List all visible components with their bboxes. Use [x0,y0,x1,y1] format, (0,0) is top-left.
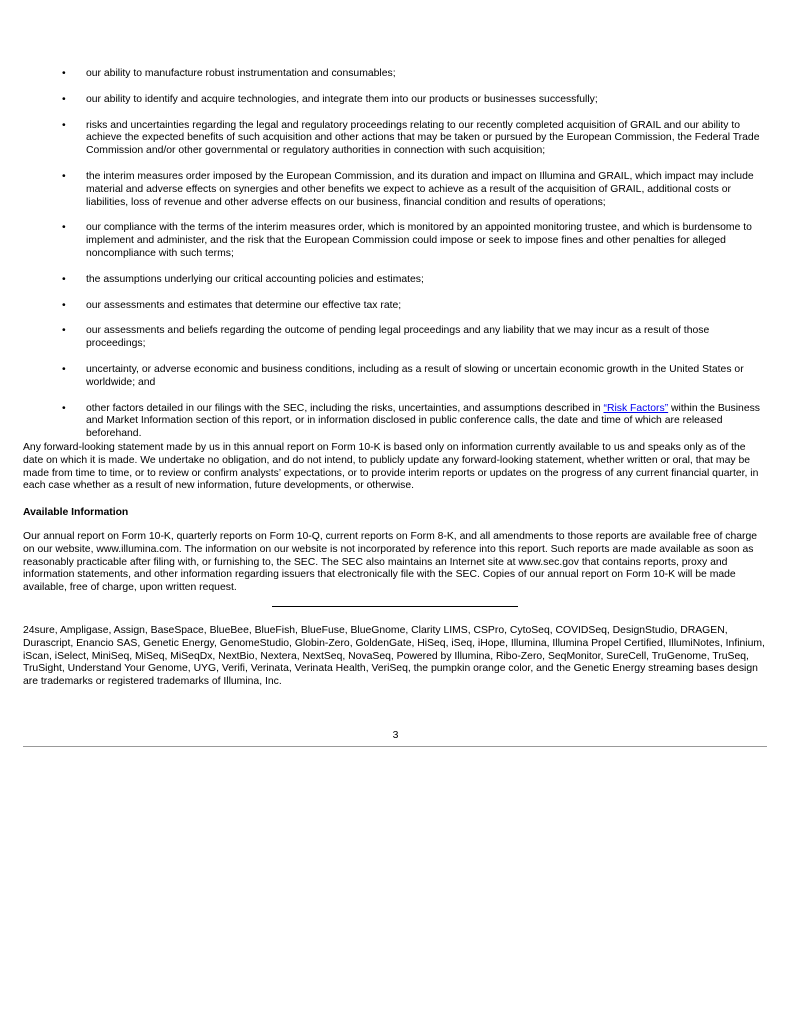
bullet-dot: • [62,170,66,182]
bullet-text-after-link: within the Business and Market Information section of this report, or in information disclosed in public conference calls, the date and time of which are released beforehand. [86,402,760,440]
list-item [0,222,791,260]
bullet-text: the assumptions underlying our critical accounting policies and estimates; [86,273,424,285]
bullet-dot: • [62,119,66,131]
list-item [0,94,791,107]
bullet-dot: • [62,402,66,414]
risk-bullet-list [0,68,791,454]
page-footer-divider [23,746,767,747]
list-item [0,300,791,313]
bullet-text: risks and uncertainties regarding the legal and regulatory proceedings relating to our recently completed acquisition of GRAIL and our ability to achieve the expected benefits of such acquisition and other actions that may be taken or pursued by the European Commission, the Federal Trade Commission and/or other governmental or regulatory authorities in connection with such acquisition; [86,119,760,157]
bullet-dot: • [62,273,66,285]
bullet-dot: • [62,363,66,375]
list-item [0,403,791,441]
bullet-dot: • [62,93,66,105]
available-information-body: Our annual report on Form 10-K, quarterly reports on Form 10-Q, current reports on Form 8-K, and all amendments to those reports are available free of charge on our website, www.illumina.com. The information on our website is not incorporated by reference into this report. Such reports are made available as soon as reasonably practicable after filing with, or furnishing to, the SEC. The SEC also maintains an Internet site at www.sec.gov that contains reports, proxy and information statements, and other information regarding issuers that electronically file with the SEC. Copies of our annual report on Form 10-K will be made available, free of charge, upon written request. [23,531,758,594]
forward-looking-paragraph: Any forward-looking statement made by us in this annual report on Form 10-K is based only on information currently available to us and speaks only as of the date on which it is made. We undertake no obligation, and do not intend, to publicly update any forward-looking statement, whether written or oral, that may be made from time to time, or to review or confirm analysts’ expectations, or to provide interim reports or updates on the progress of any current financial quarter, in each case whether as a result of new information, future developments, or otherwise. [23,442,759,492]
bullet-text: our assessments and beliefs regarding the outcome of pending legal proceedings and any liability that we may incur as a result of those proceedings; [86,325,710,350]
bullet-text: uncertainty, or adverse economic and business conditions, including as a result of slowing or uncertain economic growth in the United States or worldwide; and [86,363,744,388]
bullet-text-before-link: other factors detailed in our filings with the SEC, including the risks, uncertainties, and assumptions described in [86,402,604,414]
list-item [0,274,791,287]
list-item [0,120,791,158]
bullet-text: our compliance with the terms of the interim measures order, which is monitored by an appointed monitoring trustee, and which is burdensome to implement and administer, and the risk that the European Commission could impose or seek to impose fines and other penalties for alleged noncompliance with such terms; [86,222,752,259]
bullet-dot: • [62,68,66,79]
bullet-dot: • [62,325,66,337]
list-item [0,68,791,81]
list-item [0,171,791,209]
available-information-heading: Available Information [23,507,129,518]
list-item [0,364,791,390]
list-item [0,325,791,351]
bullet-dot: • [62,299,66,311]
section-divider [272,606,518,607]
bullet-dot: • [62,222,66,234]
risk-factors-link[interactable]: “Risk Factors” [603,402,669,414]
bullet-text: the interim measures order imposed by the European Commission, and its duration and impact on Illumina and GRAIL, which impact may include material and adverse effects on synergies and other benefits we expect to achieve as a result of the acquisition of GRAIL, additional costs or liabilities, loss of revenue and other adverse effects on our business, financial condition and results of operations; [86,170,754,208]
bullet-text: our ability to manufacture robust instrumentation and consumables; [86,68,396,79]
bullet-text: our ability to identify and acquire technologies, and integrate them into our products or businesses successfully; [86,93,598,105]
trademarks-paragraph: 24sure, Ampligase, Assign, BaseSpace, BlueBee, BlueFish, BlueFuse, BlueGnome, Clarity LIMS, CSPro, CytoSeq, COVIDSeq, DesignStudio, DRAGEN, Durascript, Enancio SAS, Genetic Energy, GenomeStudio, Globin-Zero, GoldenGate, HiSeq, iSeq, iHope, Illumina, Illumina Propel Certified, IllumiNotes, Infinium, iScan, iSelect, MiniSeq, MiSeq, MiSeqDx, NextBio, Nextera, NextSeq, NovaSeq, Powered by Illumina, Ribo-Zero, SeqMonitor, SureCell, TruGenome, TruSeq, TruSight, Understand Your Genome, UYG, Verifi, Verinata, Verinata Health, VeriSeq, the pumpkin orange color, and the Genetic Energy streaming bases design are trademarks or registered trademarks of Illumina, Inc. [23,625,765,688]
page-number: 3 [392,730,399,741]
bullet-text: our assessments and estimates that determine our effective tax rate; [86,299,402,311]
